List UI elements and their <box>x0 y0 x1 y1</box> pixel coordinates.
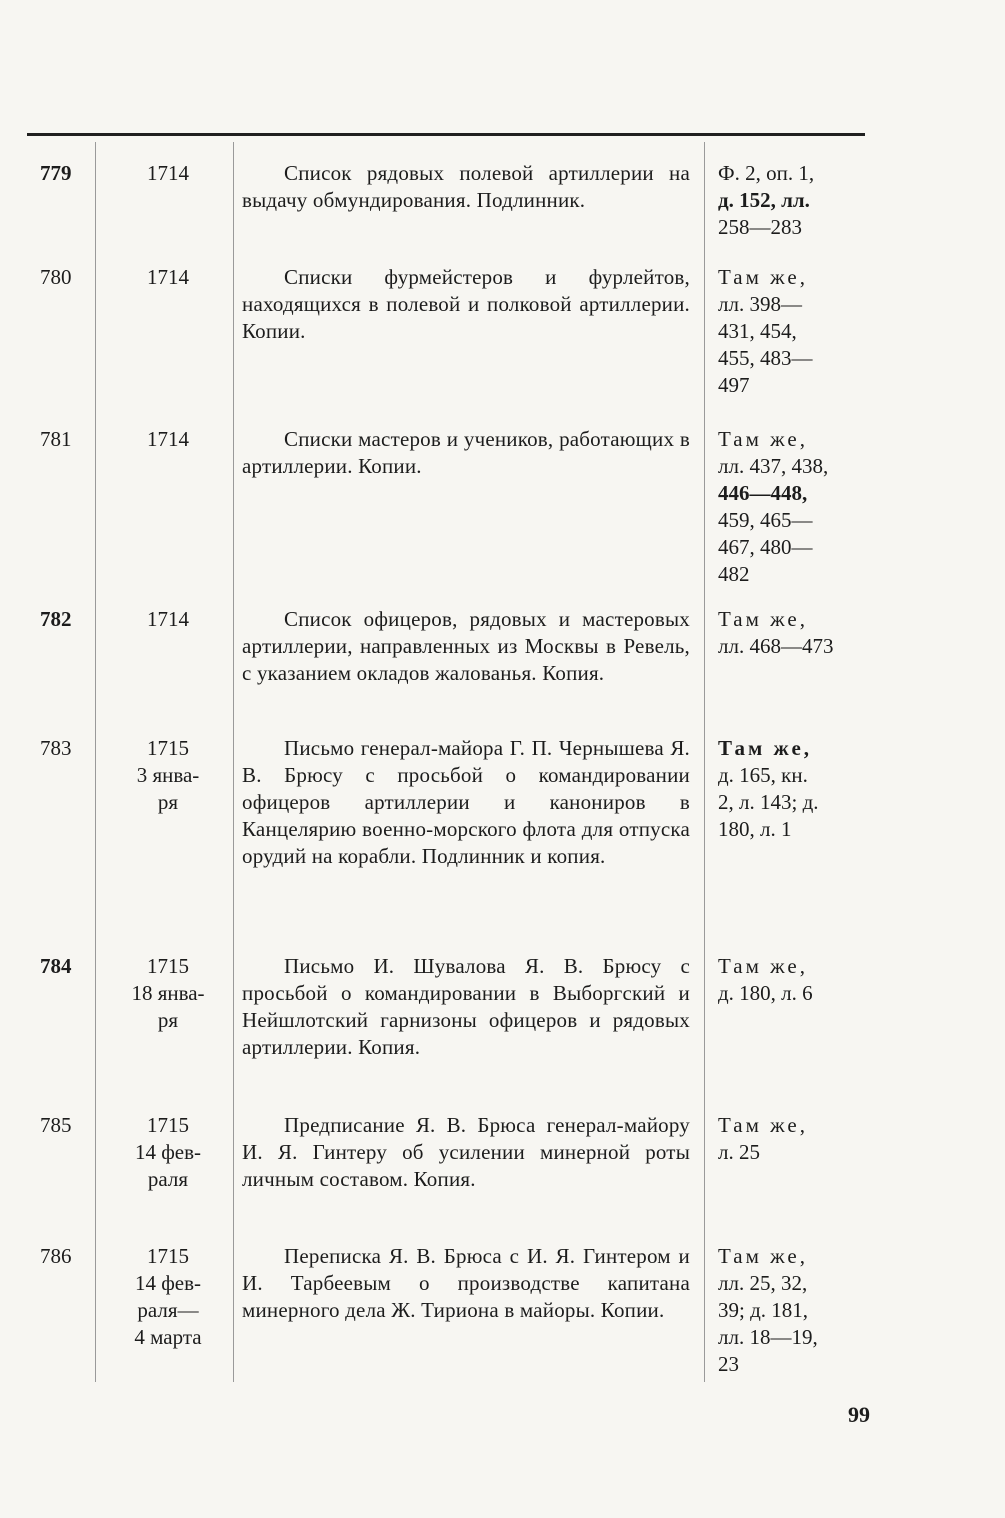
entry-reference: Там же, д. 180, л. 6 <box>718 954 813 1005</box>
entry-number: 783 <box>40 736 72 760</box>
entry-reference: Там же, лл. 398— 431, 454, 455, 483— 497 <box>718 265 813 397</box>
entry-reference: Там же, лл. 468—473 <box>718 607 834 658</box>
entry-description: Список рядовых полевой артиллерии на выдачу обмундирования. Подлинник. <box>242 161 690 212</box>
entry-date: 1715 14 фев- раля— 4 марта <box>134 1244 202 1349</box>
entry-number: 786 <box>40 1244 72 1268</box>
entry-reference: Там же, лл. 25, 32, 39; д. 181, лл. 18—19, 23 <box>718 1244 818 1376</box>
entry-date: 1714 <box>147 265 189 289</box>
column-divider <box>233 142 234 1382</box>
entry-reference: Там же, л. 25 <box>718 1113 808 1164</box>
entry-number: 781 <box>40 427 72 451</box>
entry-date: 1714 <box>147 161 189 185</box>
entry-date: 1714 <box>147 427 189 451</box>
entry-reference: Там же, лл. 437, 438, 446—448, 459, 465— 467, 480— 482 <box>718 427 829 586</box>
entry-date: 1714 <box>147 607 189 631</box>
entry-description: Списки фурмейстеров и фурлейтов, находящихся в полевой и полковой артиллерии. Копии. <box>242 265 690 343</box>
entry-description: Списки мастеров и учеников, работающих в артиллерии. Копии. <box>242 427 690 478</box>
entry-number: 782 <box>40 607 72 631</box>
entry-description: Переписка Я. В. Брюса с И. Я. Гинтером и И. Тарбеевым о производстве капитана минерного дела Ж. Тириона в майоры. Копии. <box>242 1244 690 1322</box>
entry-date: 1715 3 янва- ря <box>136 736 200 814</box>
column-divider <box>95 142 96 1382</box>
entry-number: 784 <box>40 954 72 978</box>
entry-description: Предписание Я. В. Брюса генерал-майору И. Я. Гинтеру об усилении минерной роты личным составом. Копия. <box>242 1113 690 1191</box>
entry-number: 780 <box>40 265 72 289</box>
entry-description: Письмо И. Шувалова Я. В. Брюсу с просьбой о командировании в Выборгский и Нейшлотский гарнизоны офицеров и рядовых артиллерии. Копия. <box>242 954 690 1059</box>
entry-description: Список офицеров, рядовых и мастеровых артиллерии, направленных из Москвы в Ревель, с указанием окладов жалованья. Копия. <box>242 607 690 685</box>
entry-number: 779 <box>40 161 72 185</box>
entry-number: 785 <box>40 1113 72 1137</box>
column-divider <box>704 142 705 1382</box>
entry-date: 1715 14 фев- раля <box>134 1113 202 1191</box>
page-number: 99 <box>848 1402 870 1427</box>
entry-reference: Там же, д. 165, кн. 2, л. 143; д. 180, л. 1 <box>718 736 819 841</box>
top-rule <box>27 133 865 136</box>
entry-date: 1715 18 янва- ря <box>131 954 205 1032</box>
entry-description: Письмо генерал-майора Г. П. Чернышева Я. В. Брюсу с просьбой о командировании офицеров артиллерии и канониров в Канцелярию военно-морского флота для отпуска орудий на корабли. Подлинник и копия. <box>242 736 690 868</box>
entry-reference: Ф. 2, оп. 1, д. 152, лл. 258—283 <box>718 161 815 239</box>
